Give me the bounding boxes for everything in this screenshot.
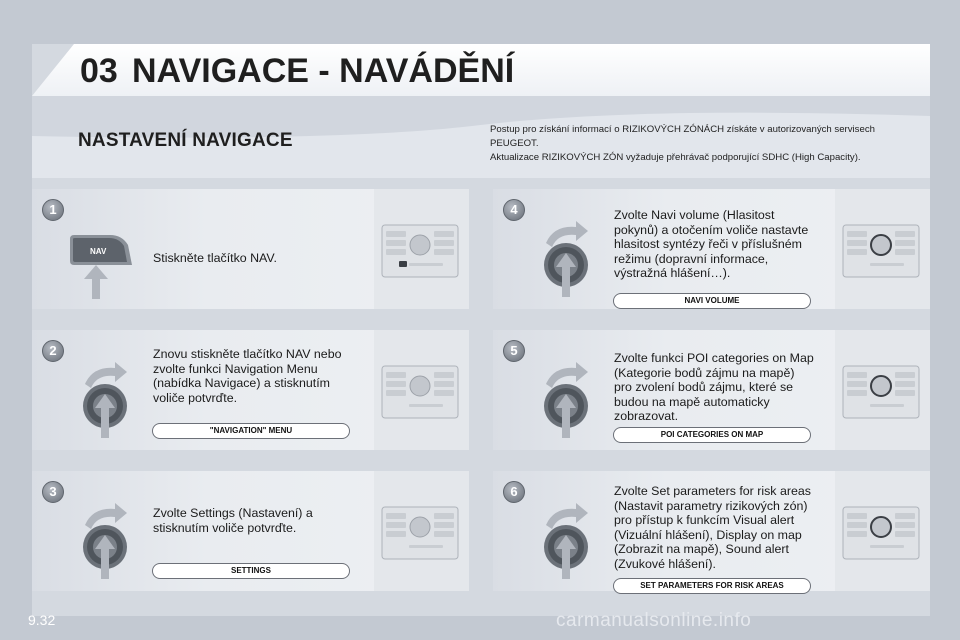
- radio-unit-icon: [381, 505, 459, 561]
- step-text: Znovu stiskněte tlačítko NAV nebo zvolte funkci Navigation Menu (nabídka Navigace) a stisknutím voliče potvrďte.: [153, 347, 342, 405]
- step-panel-1: [32, 189, 469, 309]
- menu-label-pill: NAVI VOLUME: [613, 293, 811, 309]
- page-title: NAVIGACE - NAVÁDĚNÍ: [132, 52, 515, 90]
- rotary-knob-icon: [536, 358, 596, 438]
- rotary-knob-icon: [75, 499, 135, 579]
- step-text: Zvolte Settings (Nastavení) a stisknutím voliče potvrďte.: [153, 506, 313, 535]
- info-line-2: Aktualizace RIZIKOVÝCH ZÓN vyžaduje přehrávač podporující SDHC (High Capacity).: [490, 152, 861, 163]
- step-number-badge: 3: [42, 481, 64, 503]
- nav-button-icon: [70, 235, 132, 265]
- step-text: Zvolte Navi volume (Hlasitost pokynů) a otočením voliče nastavte hlasitost syntézy řeči v příslušném režimu (dopravní informace, výstražná hlášení…).: [614, 208, 809, 281]
- radio-unit-icon: [381, 223, 459, 279]
- step-number-badge: 1: [42, 199, 64, 221]
- step-number-badge: 6: [503, 481, 525, 503]
- info-line-1: Postup pro získání informací o RIZIKOVÝCH ZÓNÁCH získáte v autorizovaných servisech PEUGEOT.: [490, 124, 875, 149]
- step-panel-4: [493, 189, 930, 309]
- rotary-knob-icon: [536, 217, 596, 297]
- radio-unit-icon: [842, 223, 920, 279]
- step-panel-3: [32, 471, 469, 591]
- step-number-badge: 2: [42, 340, 64, 362]
- press-arrow-icon: [84, 265, 108, 299]
- step-number-badge: 4: [503, 199, 525, 221]
- chapter-number: 03: [80, 52, 118, 90]
- nav-key-label: NAV: [90, 247, 107, 256]
- radio-unit-icon: [842, 364, 920, 420]
- rotary-knob-icon: [75, 358, 135, 438]
- rotary-knob-icon: [536, 499, 596, 579]
- radio-unit-icon: [381, 364, 459, 420]
- step-panel-2: [32, 330, 469, 450]
- page-number: 9.32: [28, 612, 56, 628]
- menu-label-pill: "NAVIGATION" MENU: [152, 423, 350, 439]
- step-text: Zvolte funkci POI categories on Map (Kategorie bodů zájmu na mapě) pro zvolení bodů zájmu, které se budou na mapě automaticky zobrazovat.: [614, 351, 814, 424]
- watermark: carmanualsonline.info: [556, 610, 752, 631]
- section-title: NASTAVENÍ NAVIGACE: [78, 130, 293, 151]
- step-text: Zvolte Set parameters for risk areas (Nastavit parametry rizikových zón) pro přístup k funkcím Visual alert (Vizuální hlášení), Display on map (Zobrazit na mapě), Sound alert (Zvukové hlášení).: [614, 484, 811, 571]
- info-note: [490, 123, 920, 165]
- radio-unit-icon: [842, 505, 920, 561]
- step-panel-6: [493, 471, 930, 591]
- menu-label-pill: SETTINGS: [152, 563, 350, 579]
- step-text: Stiskněte tlačítko NAV.: [153, 251, 277, 265]
- menu-label-pill: SET PARAMETERS FOR RISK AREAS: [613, 578, 811, 594]
- step-panel-5: [493, 330, 930, 450]
- step-number-badge: 5: [503, 340, 525, 362]
- menu-label-pill: POI CATEGORIES ON MAP: [613, 427, 811, 443]
